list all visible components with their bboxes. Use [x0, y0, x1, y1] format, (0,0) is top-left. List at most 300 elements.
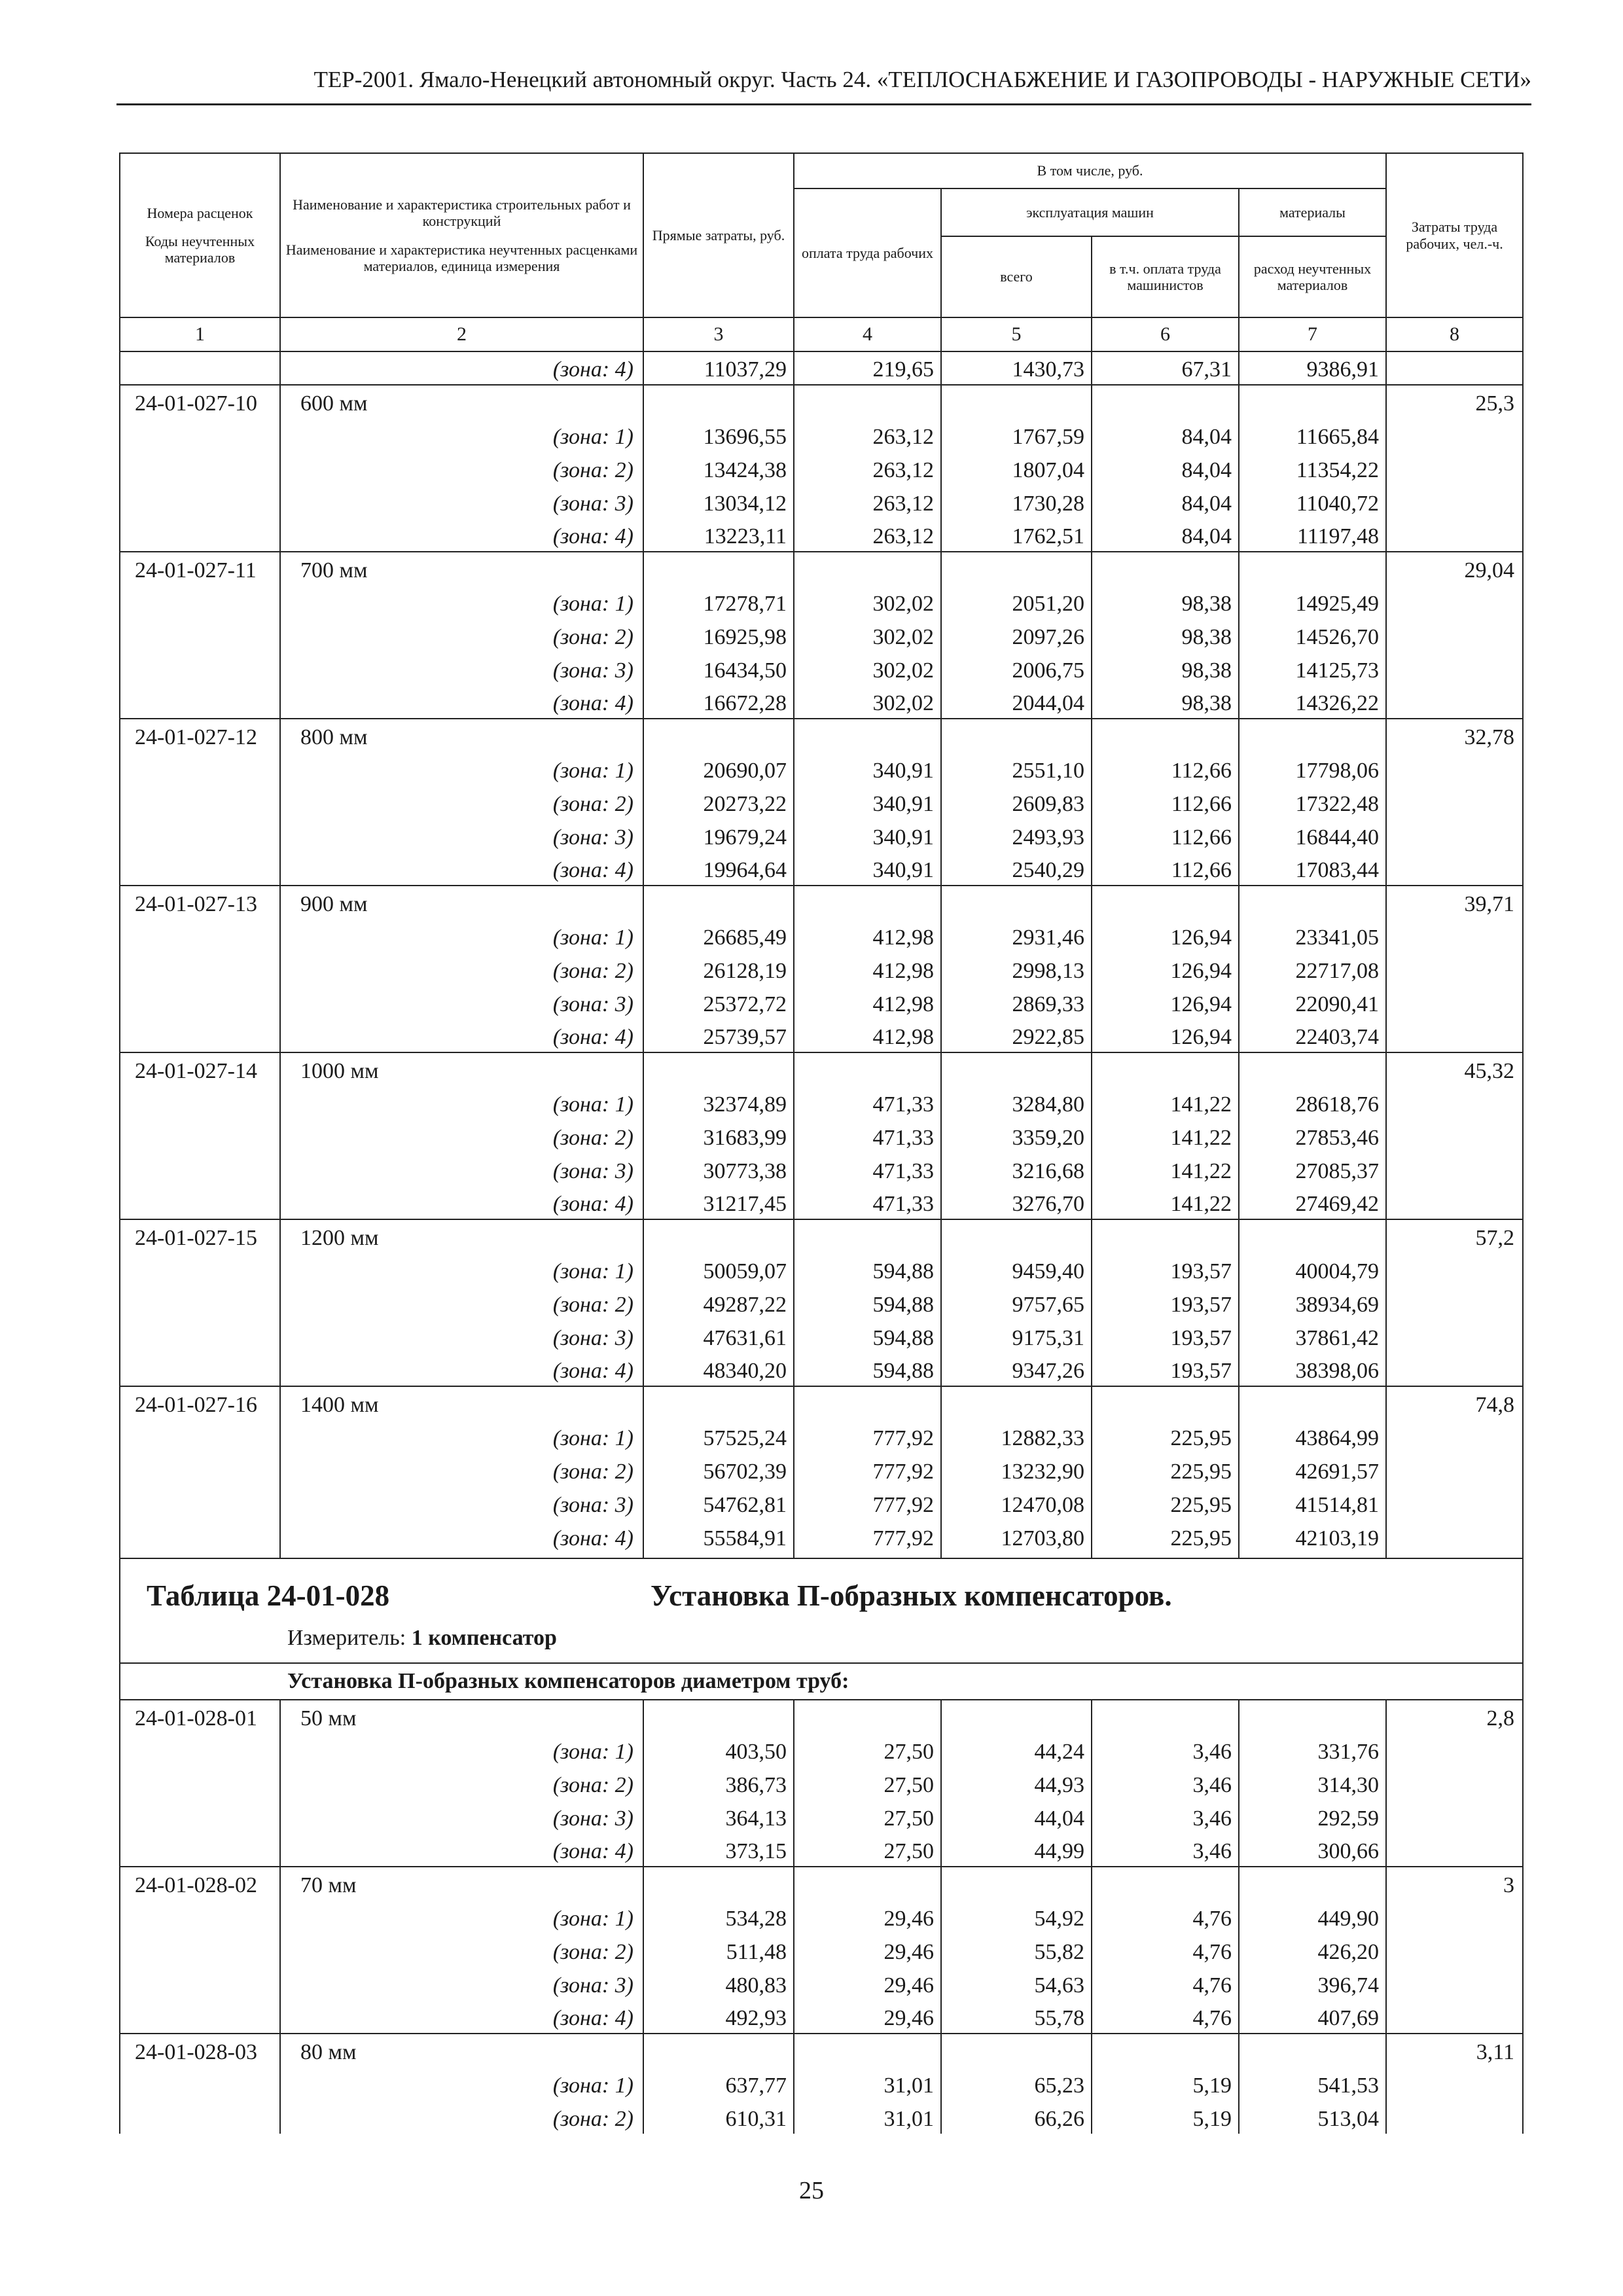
- rate-code-cell: [120, 785, 280, 819]
- direct-costs-cell: 57525,24: [643, 1420, 794, 1453]
- materials-cell: 22403,74: [1239, 1019, 1386, 1052]
- table-row: [120, 1420, 1523, 1453]
- table-027-body: [120, 351, 1523, 1558]
- machines-total-cell: 55,82: [941, 1933, 1092, 1967]
- zone-label: (зона: 1): [280, 919, 643, 952]
- empty-cell: [643, 1386, 794, 1420]
- rate-code-cell: [120, 585, 280, 619]
- wages-cell: 302,02: [794, 685, 941, 719]
- empty-cell: [1092, 1867, 1239, 1900]
- operator-wages-cell: 193,57: [1092, 1319, 1239, 1353]
- operator-wages-cell: 98,38: [1092, 619, 1239, 652]
- empty-cell: [1092, 886, 1239, 919]
- zone-label: (зона: 2): [280, 1767, 643, 1800]
- col-header-materials: материалы: [1239, 188, 1386, 236]
- col-header-name-bottom: Наименование и характеристика неучтенных расценками материалов, единица измерения: [285, 241, 638, 274]
- wages-cell: 594,88: [794, 1253, 941, 1286]
- wages-cell: 777,92: [794, 1453, 941, 1486]
- col-header-codes-bottom: Коды неучтенных материалов: [145, 232, 255, 266]
- labor-cell: [1386, 1153, 1523, 1186]
- machines-total-cell: 2551,10: [941, 752, 1092, 785]
- table-row: [120, 1833, 1523, 1867]
- machines-total-cell: 12882,33: [941, 1420, 1092, 1453]
- rate-code: 24-01-027-13: [120, 886, 280, 919]
- labor-cell: [1386, 1833, 1523, 1867]
- rate-code: 24-01-027-10: [120, 385, 280, 418]
- materials-cell: 16844,40: [1239, 819, 1386, 852]
- empty-cell: [1239, 1386, 1386, 1420]
- zone-label: (зона: 2): [280, 1453, 643, 1486]
- zone-label: (зона: 1): [280, 1086, 643, 1119]
- wages-cell: 471,33: [794, 1186, 941, 1219]
- empty-cell: [643, 719, 794, 752]
- empty-cell: [941, 1867, 1092, 1900]
- empty-cell: [794, 1553, 941, 1558]
- spacer-row: [120, 1553, 1523, 1558]
- table-row: [120, 2100, 1523, 2134]
- rate-name: 700 мм: [280, 552, 643, 585]
- wages-cell: 302,02: [794, 652, 941, 685]
- materials-cell: 17798,06: [1239, 752, 1386, 785]
- rate-name: 800 мм: [280, 719, 643, 752]
- zone-label: (зона: 4): [280, 1186, 643, 1219]
- rate-code: 24-01-028-01: [120, 1700, 280, 1733]
- labor-cell: [1386, 2100, 1523, 2134]
- direct-costs-cell: 20690,07: [643, 752, 794, 785]
- operator-wages-cell: 112,66: [1092, 819, 1239, 852]
- operator-wages-cell: 5,19: [1092, 2100, 1239, 2134]
- machines-total-cell: 2609,83: [941, 785, 1092, 819]
- empty-cell: [1092, 385, 1239, 418]
- col-header-machines-total: всего: [941, 236, 1092, 317]
- zone-label: (зона: 1): [280, 418, 643, 452]
- wages-cell: 340,91: [794, 819, 941, 852]
- labor-cell: [1386, 2067, 1523, 2100]
- rate-code: 24-01-027-12: [120, 719, 280, 752]
- wages-cell: 27,50: [794, 1800, 941, 1833]
- wages-cell: 27,50: [794, 1767, 941, 1800]
- table-row: [120, 1733, 1523, 1767]
- operator-wages-cell: 141,22: [1092, 1086, 1239, 1119]
- operator-wages-cell: 4,76: [1092, 1967, 1239, 2000]
- column-number: 2: [280, 317, 643, 351]
- labor-cell: 57,2: [1386, 1219, 1523, 1253]
- wages-cell: 777,92: [794, 1520, 941, 1553]
- column-number: 7: [1239, 317, 1386, 351]
- zone-label: (зона: 4): [280, 685, 643, 719]
- rate-name: 70 мм: [280, 1867, 643, 1900]
- empty-cell: [794, 1700, 941, 1733]
- labor-cell: 25,3: [1386, 385, 1523, 418]
- table-row: [120, 1520, 1523, 1553]
- direct-costs-cell: 480,83: [643, 1967, 794, 2000]
- wages-cell: 263,12: [794, 418, 941, 452]
- table-row: [120, 1319, 1523, 1353]
- direct-costs-cell: 364,13: [643, 1800, 794, 1833]
- wages-cell: 594,88: [794, 1286, 941, 1319]
- materials-cell: 11665,84: [1239, 418, 1386, 452]
- empty-cell: [794, 1052, 941, 1086]
- direct-costs-cell: 50059,07: [643, 1253, 794, 1286]
- wages-cell: 594,88: [794, 1319, 941, 1353]
- zone-label: (зона: 3): [280, 1967, 643, 2000]
- labor-cell: [1386, 585, 1523, 619]
- column-number: 6: [1092, 317, 1239, 351]
- zone-label: (зона: 4): [280, 351, 643, 385]
- table-row: [120, 518, 1523, 552]
- table-row: [120, 2067, 1523, 2100]
- zone-label: (зона: 3): [280, 819, 643, 852]
- labor-cell: [1386, 952, 1523, 986]
- rate-code-cell: [120, 1453, 280, 1486]
- rate-name: 600 мм: [280, 385, 643, 418]
- table-row: [120, 2000, 1523, 2034]
- direct-costs-cell: 19679,24: [643, 819, 794, 852]
- page-number: 25: [799, 2177, 824, 2204]
- wages-cell: 471,33: [794, 1119, 941, 1153]
- wages-cell: 29,46: [794, 1900, 941, 1933]
- direct-costs-cell: 26685,49: [643, 919, 794, 952]
- table-row: [120, 819, 1523, 852]
- rate-code-cell: [120, 1486, 280, 1520]
- labor-cell: [1386, 1253, 1523, 1286]
- materials-cell: 14526,70: [1239, 619, 1386, 652]
- labor-cell: [1386, 1186, 1523, 1219]
- header-rule: [116, 103, 1531, 105]
- empty-cell: [941, 2034, 1092, 2067]
- direct-costs-cell: 20273,22: [643, 785, 794, 819]
- labor-cell: [1386, 1353, 1523, 1386]
- empty-cell: [280, 1553, 643, 1558]
- operator-wages-cell: 5,19: [1092, 2067, 1239, 2100]
- labor-cell: [1386, 1486, 1523, 1520]
- rate-code-cell: [120, 685, 280, 719]
- machines-total-cell: 2540,29: [941, 852, 1092, 886]
- labor-cell: [1386, 852, 1523, 886]
- table-row: [120, 1086, 1523, 1119]
- rate-code: 24-01-027-11: [120, 552, 280, 585]
- table-row: [120, 785, 1523, 819]
- operator-wages-cell: 3,46: [1092, 1833, 1239, 1867]
- wages-cell: 777,92: [794, 1420, 941, 1453]
- table-row: [120, 585, 1523, 619]
- labor-cell: [1386, 619, 1523, 652]
- rate-code-cell: [120, 1967, 280, 2000]
- direct-costs-cell: 55584,91: [643, 1520, 794, 1553]
- zone-label: (зона: 1): [280, 1420, 643, 1453]
- rate-code-cell: [120, 1353, 280, 1386]
- empty-cell: [794, 886, 941, 919]
- wages-cell: 412,98: [794, 1019, 941, 1052]
- rate-name: 50 мм: [280, 1700, 643, 1733]
- labor-cell: [1386, 1967, 1523, 2000]
- labor-cell: [1386, 1800, 1523, 1833]
- empty-cell: [643, 1219, 794, 1253]
- direct-costs-cell: 610,31: [643, 2100, 794, 2134]
- table-row: [120, 1153, 1523, 1186]
- direct-costs-cell: 373,15: [643, 1833, 794, 1867]
- empty-cell: [1239, 886, 1386, 919]
- machines-total-cell: 2006,75: [941, 652, 1092, 685]
- empty-cell: [643, 1052, 794, 1086]
- materials-cell: 541,53: [1239, 2067, 1386, 2100]
- direct-costs-cell: 386,73: [643, 1767, 794, 1800]
- rate-code-cell: [120, 518, 280, 552]
- operator-wages-cell: 126,94: [1092, 986, 1239, 1019]
- table-row: [120, 1486, 1523, 1520]
- rate-code-cell: [120, 1800, 280, 1833]
- rate-group-row: [120, 1219, 1523, 1253]
- wages-cell: 263,12: [794, 485, 941, 518]
- rate-code-cell: [120, 1253, 280, 1286]
- zone-label: (зона: 2): [280, 1286, 643, 1319]
- operator-wages-cell: 3,46: [1092, 1767, 1239, 1800]
- materials-cell: 396,74: [1239, 1967, 1386, 2000]
- materials-cell: 14925,49: [1239, 585, 1386, 619]
- empty-cell: [643, 1867, 794, 1900]
- rate-code-cell: [120, 418, 280, 452]
- operator-wages-cell: 112,66: [1092, 752, 1239, 785]
- labor-cell: [1386, 1420, 1523, 1453]
- table-row: [120, 418, 1523, 452]
- direct-costs-cell: 30773,38: [643, 1153, 794, 1186]
- rate-code-cell: [120, 1833, 280, 1867]
- empty-cell: [794, 719, 941, 752]
- machines-total-cell: 54,63: [941, 1967, 1092, 2000]
- zone-label: (зона: 4): [280, 518, 643, 552]
- operator-wages-cell: 193,57: [1092, 1253, 1239, 1286]
- rate-code-cell: [120, 2067, 280, 2100]
- direct-costs-cell: 54762,81: [643, 1486, 794, 1520]
- empty-cell: [1239, 2034, 1386, 2067]
- machines-total-cell: 2044,04: [941, 685, 1092, 719]
- labor-cell: 29,04: [1386, 552, 1523, 585]
- operator-wages-cell: 84,04: [1092, 518, 1239, 552]
- wages-cell: 412,98: [794, 919, 941, 952]
- rate-group-row: [120, 719, 1523, 752]
- zone-label: (зона: 2): [280, 1933, 643, 1967]
- empty-cell: [794, 385, 941, 418]
- machines-total-cell: 54,92: [941, 1900, 1092, 1933]
- machines-total-cell: 2097,26: [941, 619, 1092, 652]
- materials-cell: 27085,37: [1239, 1153, 1386, 1186]
- col-header-group: В том числе, руб.: [794, 153, 1386, 188]
- empty-cell: [1239, 1052, 1386, 1086]
- operator-wages-cell: 126,94: [1092, 952, 1239, 986]
- wages-cell: 594,88: [794, 1353, 941, 1386]
- materials-cell: 37861,42: [1239, 1319, 1386, 1353]
- machines-total-cell: 3359,20: [941, 1119, 1092, 1153]
- materials-cell: 42691,57: [1239, 1453, 1386, 1486]
- labor-cell: 39,71: [1386, 886, 1523, 919]
- rate-code: 24-01-027-15: [120, 1219, 280, 1253]
- machines-total-cell: 12703,80: [941, 1520, 1092, 1553]
- labor-cell: 45,32: [1386, 1052, 1523, 1086]
- empty-cell: [1092, 1700, 1239, 1733]
- table-028-body: [120, 1700, 1523, 2134]
- operator-wages-cell: 84,04: [1092, 452, 1239, 485]
- table-028-heading-cell: [120, 1558, 1523, 1663]
- rate-name: 1400 мм: [280, 1386, 643, 1420]
- empty-cell: [941, 1052, 1092, 1086]
- operator-wages-cell: 193,57: [1092, 1286, 1239, 1319]
- operator-wages-cell: 141,22: [1092, 1186, 1239, 1219]
- direct-costs-cell: 511,48: [643, 1933, 794, 1967]
- rate-code-cell: [120, 351, 280, 385]
- rate-code-cell: [120, 2100, 280, 2134]
- empty-cell: [1239, 719, 1386, 752]
- column-number: 1: [120, 317, 280, 351]
- wages-cell: 27,50: [794, 1833, 941, 1867]
- operator-wages-cell: 126,94: [1092, 919, 1239, 952]
- wages-cell: 777,92: [794, 1486, 941, 1520]
- machines-total-cell: 65,23: [941, 2067, 1092, 2100]
- materials-cell: 513,04: [1239, 2100, 1386, 2134]
- operator-wages-cell: 4,76: [1092, 1900, 1239, 1933]
- rate-name: 80 мм: [280, 2034, 643, 2067]
- rate-name: 1200 мм: [280, 1219, 643, 1253]
- labor-cell: [1386, 518, 1523, 552]
- zone-label: (зона: 2): [280, 952, 643, 986]
- empty-cell: [643, 1700, 794, 1733]
- rate-group-row: [120, 1386, 1523, 1420]
- direct-costs-cell: 13223,11: [643, 518, 794, 552]
- rate-code-cell: [120, 952, 280, 986]
- col-header-unaccounted-materials: расход неучтенных материалов: [1239, 236, 1386, 317]
- table-row: [120, 619, 1523, 652]
- direct-costs-cell: 13034,12: [643, 485, 794, 518]
- direct-costs-cell: 25739,57: [643, 1019, 794, 1052]
- empty-cell: [941, 385, 1092, 418]
- machines-total-cell: 44,04: [941, 1800, 1092, 1833]
- table-row: [120, 986, 1523, 1019]
- labor-cell: [1386, 1019, 1523, 1052]
- rate-code-cell: [120, 2000, 280, 2034]
- machines-total-cell: 2051,20: [941, 585, 1092, 619]
- empty-cell: [941, 719, 1092, 752]
- wages-cell: 302,02: [794, 619, 941, 652]
- machines-total-cell: 1767,59: [941, 418, 1092, 452]
- labor-cell: [1386, 919, 1523, 952]
- empty-cell: [1092, 1553, 1239, 1558]
- operator-wages-cell: 112,66: [1092, 852, 1239, 886]
- operator-wages-cell: 141,22: [1092, 1153, 1239, 1186]
- empty-cell: [794, 1867, 941, 1900]
- table-row: [120, 351, 1523, 385]
- materials-cell: 11197,48: [1239, 518, 1386, 552]
- labor-cell: 32,78: [1386, 719, 1523, 752]
- labor-cell: [1386, 819, 1523, 852]
- empty-cell: [643, 886, 794, 919]
- table-row: [120, 485, 1523, 518]
- column-numbers-row: [120, 317, 1523, 351]
- direct-costs-cell: 11037,29: [643, 351, 794, 385]
- materials-cell: 38934,69: [1239, 1286, 1386, 1319]
- labor-cell: [1386, 1086, 1523, 1119]
- rate-code-cell: [120, 1900, 280, 1933]
- wages-cell: 263,12: [794, 452, 941, 485]
- empty-cell: [794, 1386, 941, 1420]
- labor-cell: 74,8: [1386, 1386, 1523, 1420]
- table-row: [120, 1186, 1523, 1219]
- wages-cell: 263,12: [794, 518, 941, 552]
- operator-wages-cell: 67,31: [1092, 351, 1239, 385]
- col-header-codes-top: Номера расценок: [147, 204, 253, 221]
- column-number: 3: [643, 317, 794, 351]
- zone-label: (зона: 4): [280, 1833, 643, 1867]
- direct-costs-cell: 403,50: [643, 1733, 794, 1767]
- empty-cell: [1239, 1219, 1386, 1253]
- machines-total-cell: 9459,40: [941, 1253, 1092, 1286]
- machines-total-cell: 55,78: [941, 2000, 1092, 2034]
- materials-cell: 27469,42: [1239, 1186, 1386, 1219]
- direct-costs-cell: 534,28: [643, 1900, 794, 1933]
- direct-costs-cell: 25372,72: [643, 986, 794, 1019]
- direct-costs-cell: 19964,64: [643, 852, 794, 886]
- rate-code-cell: [120, 619, 280, 652]
- table-028-heading: [120, 1558, 1523, 1700]
- empty-cell: [1239, 1700, 1386, 1733]
- materials-cell: 28618,76: [1239, 1086, 1386, 1119]
- materials-cell: 407,69: [1239, 2000, 1386, 2034]
- direct-costs-cell: 492,93: [643, 2000, 794, 2034]
- table-028-subheading: Установка П-образных компенсаторов диаметром труб:: [120, 1663, 1523, 1700]
- labor-cell: 3,11: [1386, 2034, 1523, 2067]
- operator-wages-cell: 98,38: [1092, 652, 1239, 685]
- empty-cell: [941, 1700, 1092, 1733]
- rate-group-row: [120, 1052, 1523, 1086]
- rate-group-row: [120, 2034, 1523, 2067]
- zone-label: (зона: 2): [280, 619, 643, 652]
- zone-label: (зона: 4): [280, 852, 643, 886]
- rate-code-cell: [120, 919, 280, 952]
- operator-wages-cell: 4,76: [1092, 2000, 1239, 2034]
- machines-total-cell: 2998,13: [941, 952, 1092, 986]
- col-header-codes: [120, 153, 280, 317]
- materials-cell: 23341,05: [1239, 919, 1386, 952]
- wages-cell: 412,98: [794, 952, 941, 986]
- rate-name: 1000 мм: [280, 1052, 643, 1086]
- materials-cell: 300,66: [1239, 1833, 1386, 1867]
- materials-cell: 27853,46: [1239, 1119, 1386, 1153]
- direct-costs-cell: 13424,38: [643, 452, 794, 485]
- machines-total-cell: 3284,80: [941, 1086, 1092, 1119]
- direct-costs-cell: 16672,28: [643, 685, 794, 719]
- rate-code-cell: [120, 452, 280, 485]
- wages-cell: 471,33: [794, 1086, 941, 1119]
- wages-cell: 340,91: [794, 785, 941, 819]
- machines-total-cell: 1807,04: [941, 452, 1092, 485]
- machines-total-cell: 44,93: [941, 1767, 1092, 1800]
- empty-cell: [1092, 552, 1239, 585]
- table-row: [120, 852, 1523, 886]
- zone-label: (зона: 1): [280, 2067, 643, 2100]
- labor-cell: [1386, 2000, 1523, 2034]
- col-header-wages: оплата труда рабочих: [794, 188, 941, 317]
- operator-wages-cell: 4,76: [1092, 1933, 1239, 1967]
- rate-code-cell: [120, 485, 280, 518]
- empty-cell: [1092, 1052, 1239, 1086]
- empty-cell: [794, 2034, 941, 2067]
- table-row: [120, 1119, 1523, 1153]
- table-row: [120, 919, 1523, 952]
- rate-code: 24-01-028-02: [120, 1867, 280, 1900]
- labor-cell: [1386, 1286, 1523, 1319]
- rate-group-row: [120, 552, 1523, 585]
- operator-wages-cell: 225,95: [1092, 1520, 1239, 1553]
- wages-cell: 471,33: [794, 1153, 941, 1186]
- rate-code-cell: [120, 1733, 280, 1767]
